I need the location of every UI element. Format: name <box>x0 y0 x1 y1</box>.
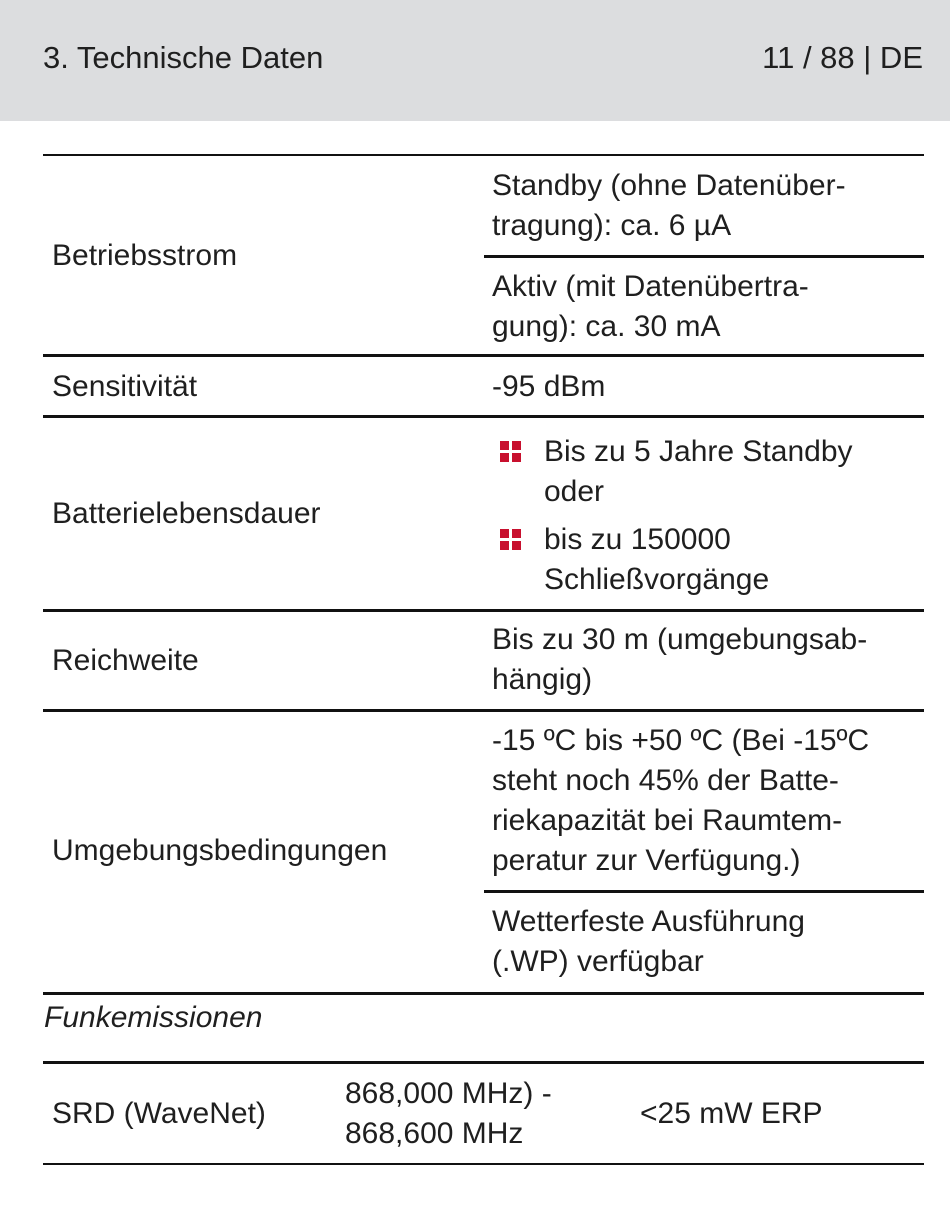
row-label-batterie: Batterielebensdauer <box>52 497 321 530</box>
standby-line-2: tragung): ca. 6 µA <box>492 209 732 242</box>
srd-band-label: SRD (WaveNet) <box>52 1097 266 1130</box>
funkemissionen-heading: Funkemissionen <box>44 1001 263 1034</box>
aktiv-line-1: Aktiv (mit Datenübertra- <box>492 270 809 303</box>
table-rule-bottom <box>43 1163 924 1165</box>
temperature-line-1: -15 ºC bis +50 ºC (Bei -15ºC <box>492 724 870 757</box>
frequency-line-1: 868,000 MHz) - <box>345 1077 552 1110</box>
temperature-line-3: riekapazität bei Raumtem- <box>492 804 843 837</box>
bullet-icon <box>500 441 522 463</box>
battery-item-2-line-1: bis zu 150000 <box>544 523 731 556</box>
table-rule <box>43 992 924 995</box>
table-rule <box>43 609 924 612</box>
power-value: <25 mW ERP <box>640 1097 823 1130</box>
temperature-line-2: steht noch 45% der Batte- <box>492 764 839 797</box>
weatherproof-line-1: Wetterfeste Ausführung <box>492 905 805 938</box>
reichweite-line-1: Bis zu 30 m (umgebungsab- <box>492 623 868 656</box>
row-label-reichweite: Reichweite <box>52 644 199 677</box>
battery-item-2-line-2: Schließvorgänge <box>544 563 770 596</box>
bullet-icon <box>500 529 522 551</box>
table-rule-inner <box>484 255 924 258</box>
row-label-betriebsstrom: Betriebsstrom <box>52 239 238 272</box>
section-title: 3. Technische Daten <box>43 40 324 75</box>
table-rule <box>43 354 924 357</box>
standby-line-1: Standby (ohne Datenüber- <box>492 169 846 202</box>
table-rule <box>43 709 924 712</box>
table-rule <box>43 1061 924 1064</box>
reichweite-line-2: hängig) <box>492 663 593 696</box>
weatherproof-line-2: (.WP) verfügbar <box>492 945 704 978</box>
battery-item-1-line-2: oder <box>544 475 605 508</box>
aktiv-line-2: gung): ca. 30 mA <box>492 310 721 343</box>
table-rule-top <box>43 154 924 156</box>
row-label-sensitivitaet: Sensitivität <box>52 370 198 403</box>
table-rule <box>43 415 924 418</box>
table-rule-inner <box>484 890 924 893</box>
sensitivitaet-value: -95 dBm <box>492 370 606 403</box>
frequency-line-2: 868,600 MHz <box>345 1117 524 1150</box>
page-indicator: 11 / 88 | DE <box>762 40 923 75</box>
battery-item-1-line-1: Bis zu 5 Jahre Standby <box>544 435 853 468</box>
temperature-line-4: peratur zur Verfügung.) <box>492 844 801 877</box>
page-header <box>0 0 950 121</box>
row-label-umgebung: Umgebungsbedingungen <box>52 834 388 867</box>
